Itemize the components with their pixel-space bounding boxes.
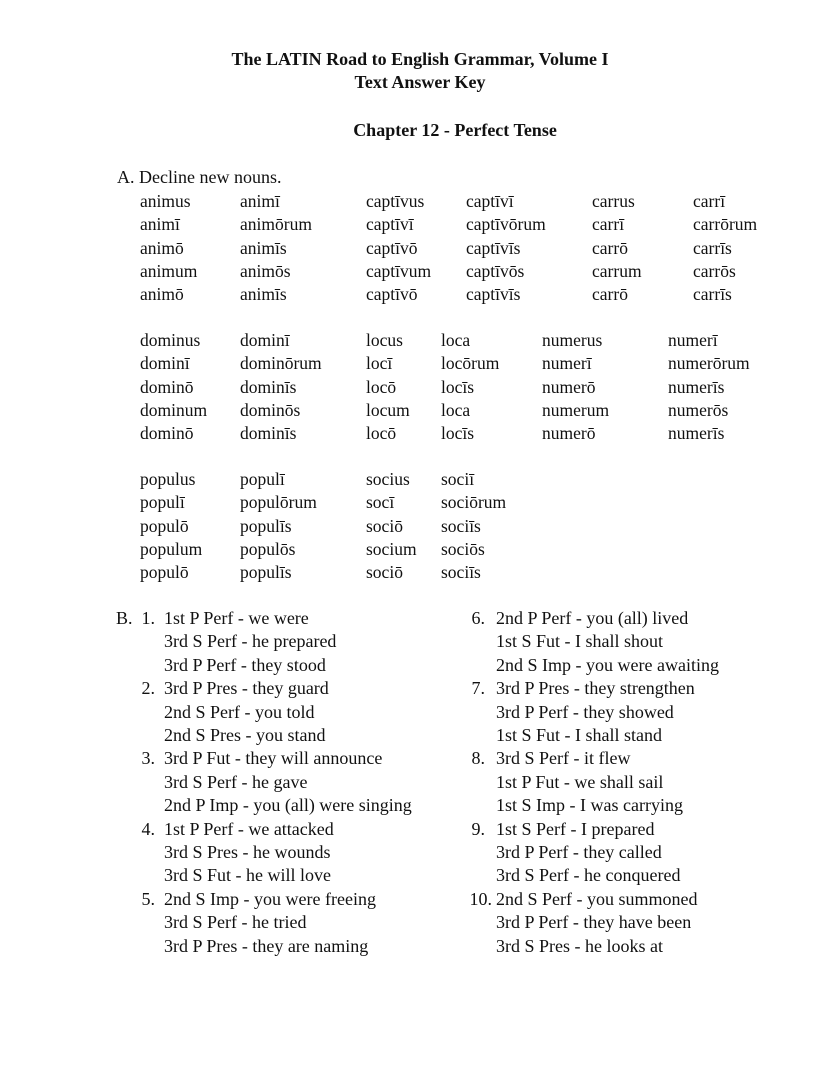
noun-form: populīs	[240, 562, 292, 583]
answer-line: 3rd P Perf - they stood	[164, 654, 326, 675]
document-header	[0, 48, 840, 94]
item-number: 8.	[471, 748, 485, 769]
answer-line: 1st P Perf - we attacked	[164, 818, 334, 839]
noun-form: locō	[366, 376, 397, 397]
noun-form: locīs	[441, 376, 475, 397]
item-number: 10.	[469, 888, 492, 909]
noun-form: numerus	[542, 330, 603, 350]
noun-form: populōs	[240, 538, 296, 559]
declension-block-2	[0, 329, 840, 449]
noun-form: animīs	[240, 284, 287, 305]
noun-form: animīs	[240, 237, 287, 258]
declension-column	[441, 468, 506, 584]
noun-form: animō	[140, 237, 184, 258]
noun-form: carrī	[592, 214, 625, 235]
noun-form: populus	[140, 469, 196, 489]
noun-form: carrīs	[693, 284, 732, 305]
noun-form: locus	[366, 330, 403, 350]
noun-form: animōs	[240, 260, 291, 281]
noun-form: dominī	[140, 353, 190, 374]
answer-line: 3rd P Fut - they will announce	[164, 748, 383, 769]
item-number: 1.	[141, 608, 155, 628]
noun-form: captīvīs	[466, 284, 521, 305]
noun-form: sociō	[366, 562, 403, 583]
noun-form: captīvōs	[466, 260, 525, 281]
noun-form: numerō	[542, 376, 596, 397]
noun-form: captīvus	[366, 191, 425, 211]
noun-form: animī	[240, 191, 280, 211]
noun-form: captīvī	[466, 191, 514, 211]
item-number: 9.	[471, 818, 485, 839]
noun-form: populī	[240, 469, 285, 489]
noun-form: populō	[140, 515, 189, 536]
noun-form: socius	[366, 469, 410, 489]
noun-form: carrum	[592, 260, 642, 281]
declension-column	[542, 329, 609, 445]
declension-column	[240, 190, 312, 306]
noun-form: dominum	[140, 399, 208, 420]
answer-line: 2nd P Imp - you (all) were singing	[164, 795, 412, 816]
answer-line: 3rd S Perf - he prepared	[164, 631, 337, 652]
declension-column	[366, 190, 431, 306]
declension-block-1	[0, 190, 840, 310]
answer-line: 3rd P Pres - they are naming	[164, 935, 369, 956]
answer-line: 3rd S Pres - he wounds	[164, 842, 331, 862]
item-number: 2.	[141, 678, 155, 699]
noun-form: numerī	[668, 330, 718, 350]
noun-form: locōrum	[441, 353, 500, 374]
noun-form: dominus	[140, 330, 201, 350]
noun-form: numerīs	[668, 376, 725, 397]
noun-form: populī	[140, 492, 185, 513]
noun-form: populum	[140, 538, 203, 559]
noun-form: loca	[441, 399, 471, 420]
noun-form: sociōs	[441, 538, 485, 559]
noun-form: dominīs	[240, 376, 297, 397]
noun-form: loca	[441, 330, 471, 350]
declension-column	[693, 190, 757, 306]
noun-form: animus	[140, 191, 191, 211]
answer-line: 1st P Perf - we were	[164, 608, 309, 628]
declension-column	[140, 190, 197, 306]
noun-form: locum	[366, 399, 410, 420]
noun-form: dominōs	[240, 399, 301, 420]
noun-form: dominī	[240, 330, 290, 350]
declension-column	[240, 468, 317, 584]
noun-form: captīvī	[366, 214, 414, 235]
answer-line: 1st S Fut - I shall stand	[496, 725, 663, 745]
noun-form: captīvō	[366, 284, 418, 305]
noun-form: numerō	[542, 423, 596, 444]
answer-line: 3rd S Perf - he gave	[164, 771, 308, 792]
answer-line: 3rd P Pres - they strengthen	[496, 678, 695, 699]
answer-line: 3rd S Perf - he tried	[164, 912, 307, 933]
answer-line: 3rd P Perf - they showed	[496, 701, 674, 722]
noun-form: socī	[366, 492, 395, 513]
noun-form: populīs	[240, 515, 292, 536]
document-title: The LATIN Road to English Grammar, Volume I	[231, 49, 609, 69]
item-number: 5.	[141, 888, 155, 909]
noun-form: sociīs	[441, 515, 481, 536]
answer-line: 3rd S Perf - it flew	[496, 748, 631, 769]
answer-line: 3rd S Pres - he looks at	[496, 935, 663, 956]
answer-line: 2nd S Imp - you were awaiting	[496, 654, 719, 675]
noun-form: dominō	[140, 376, 194, 397]
item-number: 6.	[471, 608, 485, 628]
noun-form: locīs	[441, 423, 475, 444]
chapter-title: Chapter 12 - Perfect Tense	[353, 120, 557, 140]
declension-block-3	[0, 468, 840, 588]
answer-line: 1st S Imp - I was carrying	[496, 795, 683, 816]
declension-column	[140, 329, 207, 445]
item-number: 3.	[141, 748, 155, 769]
answer-line: 2nd P Perf - you (all) lived	[496, 608, 689, 628]
noun-form: carrōrum	[693, 214, 758, 235]
noun-form: numerum	[542, 399, 610, 420]
noun-form: numerōrum	[668, 353, 750, 374]
declension-column	[668, 329, 750, 445]
noun-form: locī	[366, 353, 393, 374]
noun-form: sociīs	[441, 562, 481, 583]
declension-column	[240, 329, 322, 445]
item-number: 7.	[471, 678, 485, 699]
noun-form: socium	[366, 538, 417, 559]
noun-form: animō	[140, 284, 184, 305]
noun-form: sociōrum	[441, 492, 507, 513]
noun-form: captīvum	[366, 260, 432, 281]
noun-form: carrōs	[693, 260, 736, 281]
answer-line: 2nd S Perf - you summoned	[496, 888, 698, 909]
answer-line: 3rd P Perf - they have been	[496, 912, 692, 933]
noun-form: numerōs	[668, 399, 729, 420]
item-number: 4.	[141, 818, 155, 839]
answer-line: 2nd S Perf - you told	[164, 701, 315, 722]
answer-line: 3rd P Pres - they guard	[164, 678, 329, 699]
noun-form: dominō	[140, 423, 194, 444]
noun-form: populō	[140, 562, 189, 583]
noun-form: dominōrum	[240, 353, 322, 374]
declension-column	[466, 190, 546, 306]
noun-form: populōrum	[240, 492, 317, 513]
noun-form: captīvō	[366, 237, 418, 258]
noun-form: animī	[140, 214, 180, 235]
answer-line: 1st S Fut - I shall shout	[496, 631, 664, 652]
part-b-answers	[0, 607, 840, 967]
answer-line: 2nd S Pres - you stand	[164, 725, 326, 745]
noun-form: dominīs	[240, 423, 297, 444]
declension-column	[140, 468, 202, 584]
answer-line: 3rd S Perf - he conquered	[496, 865, 681, 886]
part-b-label: B.	[116, 608, 133, 628]
declension-column	[366, 329, 410, 445]
answer-line: 1st S Perf - I prepared	[496, 818, 655, 839]
noun-form: carrō	[592, 284, 628, 305]
noun-form: numerī	[542, 353, 592, 374]
declension-column	[592, 190, 642, 306]
noun-form: sociī	[441, 469, 475, 489]
declension-column	[366, 468, 417, 584]
answer-line: 3rd P Perf - they called	[496, 842, 662, 862]
answer-line: 3rd S Fut - he will love	[164, 865, 331, 886]
noun-form: captīvōrum	[466, 214, 546, 235]
noun-form: carrus	[592, 191, 635, 211]
document-subtitle: Text Answer Key	[354, 72, 486, 92]
declension-column	[441, 329, 499, 445]
noun-form: locō	[366, 423, 397, 444]
noun-form: carrō	[592, 237, 628, 258]
noun-form: animum	[140, 260, 198, 281]
noun-form: carrī	[693, 191, 726, 211]
noun-form: sociō	[366, 515, 403, 536]
noun-form: animōrum	[240, 214, 312, 235]
noun-form: captīvīs	[466, 237, 521, 258]
noun-form: carrīs	[693, 237, 732, 258]
noun-form: numerīs	[668, 423, 725, 444]
part-a-instruction: A. Decline new nouns.	[117, 167, 282, 187]
answer-line: 1st P Fut - we shall sail	[496, 771, 664, 792]
answer-line: 2nd S Imp - you were freeing	[164, 888, 376, 909]
